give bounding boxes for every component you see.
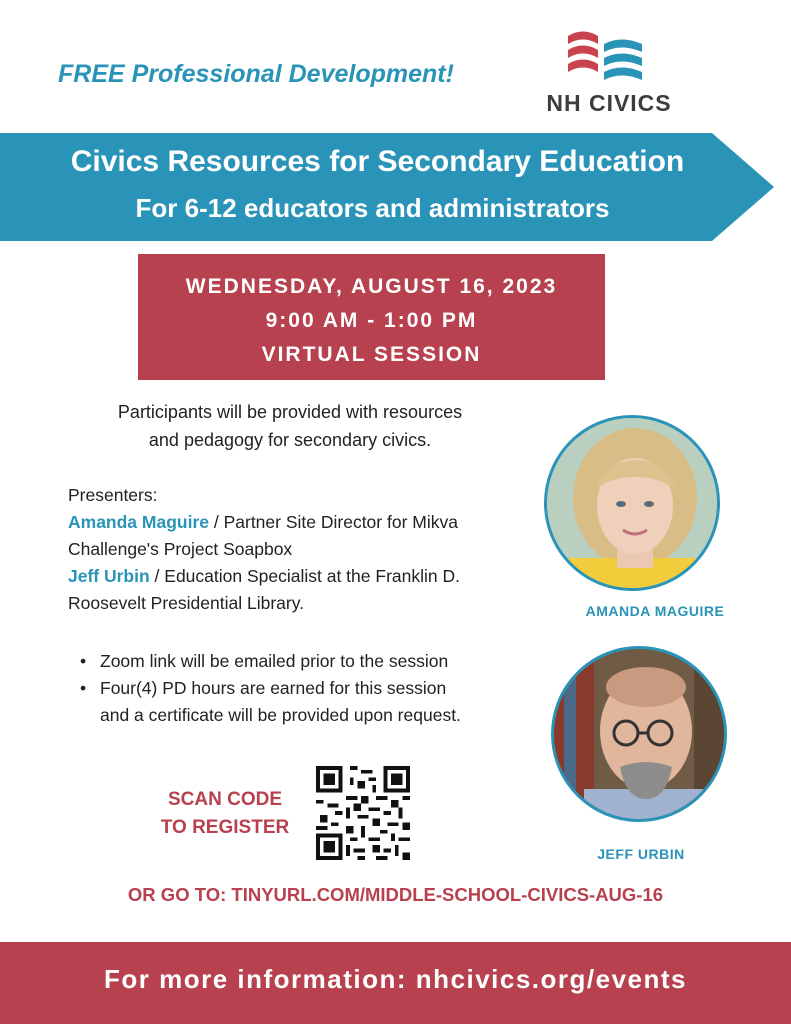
bullet-text-cont: and a certificate will be provided upon request. <box>100 705 461 725</box>
portrait-man-icon <box>554 649 727 822</box>
presenters-heading: Presenters: <box>68 485 158 505</box>
bullet-text: Four(4) PD hours are earned for this session <box>100 678 447 698</box>
presenter-name: Jeff Urbin <box>68 566 150 586</box>
list-item <box>78 675 518 729</box>
bullet-icon: • <box>80 651 87 671</box>
qr-code-icon <box>316 766 410 860</box>
intro-line-2: and pedagogy for secondary civics. <box>148 430 432 450</box>
presenter-name: Amanda Maguire <box>68 512 209 532</box>
presenter-role: / Partner Site Director for Mikva <box>209 512 458 532</box>
logo-text: NH CIVICS <box>546 90 672 116</box>
presenter-role-cont: Roosevelt Presidential Library. <box>68 593 305 613</box>
amanda-caption: AMANDA MAGUIRE <box>585 603 725 619</box>
amanda-maguire-photo <box>544 415 720 591</box>
presenter-entry <box>68 509 538 536</box>
bullet-text: Zoom link will be emailed prior to the session <box>100 651 449 671</box>
flag-waves-icon <box>566 30 652 86</box>
registration-qr-code[interactable] <box>316 766 410 865</box>
tagline: FREE Professional Development! <box>58 60 454 88</box>
registration-link[interactable]: OR GO TO: TINYURL.COM/MIDDLE-SCHOOL-CIVICS-AUG-16 <box>127 884 664 905</box>
list-item <box>78 648 518 675</box>
event-time: 9:00 AM - 1:00 PM <box>265 309 478 332</box>
banner-title: Civics Resources for Secondary Education <box>70 145 685 178</box>
presenter-role: / Education Specialist at the Franklin D. <box>149 566 460 586</box>
jeff-urbin-photo <box>551 646 727 822</box>
intro-line-1: Participants will be provided with resources <box>117 402 463 422</box>
intro-text <box>60 398 520 454</box>
portrait-woman-icon <box>547 418 720 591</box>
presenter-role-cont: Challenge's Project Soapbox <box>68 539 293 559</box>
jeff-caption: JEFF URBIN <box>597 846 685 862</box>
event-details-box <box>138 254 605 380</box>
presenters-section <box>68 482 538 617</box>
scan-line-1: SCAN CODE <box>167 789 282 810</box>
event-date: WEDNESDAY, AUGUST 16, 2023 <box>185 275 558 298</box>
event-format: VIRTUAL SESSION <box>261 343 482 366</box>
nh-civics-logo <box>534 30 684 120</box>
title-banner <box>0 133 774 241</box>
scan-line-2: TO REGISTER <box>160 817 290 838</box>
scan-to-register <box>150 786 300 842</box>
presenter-entry <box>68 563 538 590</box>
bullet-list <box>78 648 518 729</box>
banner-subtitle: For 6-12 educators and administrators <box>135 193 610 223</box>
footer-bar: For more information: nhcivics.org/events <box>0 942 791 1024</box>
bullet-icon: • <box>80 678 87 698</box>
